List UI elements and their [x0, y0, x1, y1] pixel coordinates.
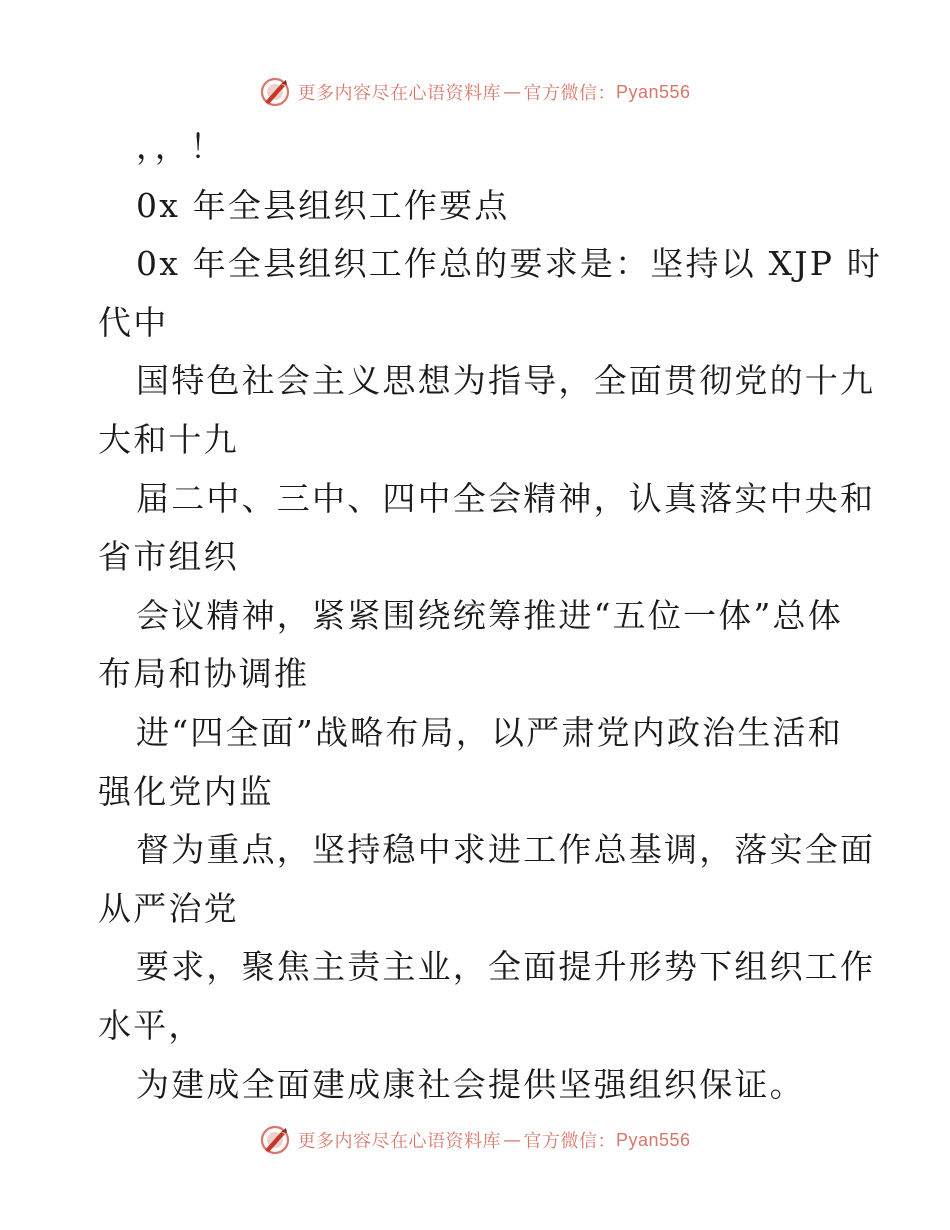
watermark-wechat-label: 官方微信：: [523, 1131, 616, 1152]
watermark-wechat-label: 官方微信：: [523, 83, 616, 104]
watermark-separator: —: [502, 81, 522, 103]
text-line: 会议精神，紧紧围绕统筹推进“五位一体”总体: [136, 595, 843, 635]
text-line: 为建成全面建成康社会提供坚强组织保证。: [136, 1064, 805, 1104]
text-line: 省市组织: [98, 537, 239, 577]
text-line: 0x 年全县组织工作要点: [136, 185, 510, 225]
pen-logo-icon: [259, 1124, 291, 1156]
footer-watermark: [0, 1118, 950, 1162]
text-line: 督为重点，坚持稳中求进工作总基调，落实全面: [136, 830, 876, 870]
watermark-wechat-id: Pyan556: [615, 1129, 691, 1150]
text-line: 届二中、三中、四中全会精神，认真落实中央和: [136, 478, 876, 518]
watermark-text: 更多内容尽在心语资料库: [297, 83, 501, 104]
watermark-separator: —: [502, 1129, 522, 1151]
text-line: 大和十九: [98, 419, 239, 459]
watermark-wechat-id: Pyan556: [615, 81, 691, 102]
header-watermark: [0, 70, 950, 114]
text-line: 从严治党: [98, 888, 239, 928]
text-line: 布局和协调推: [98, 654, 310, 694]
document-body: [98, 118, 883, 1114]
text-line: 国特色社会主义思想为指导，全面贯彻党的十九: [136, 361, 876, 401]
text-line: 代中: [98, 302, 169, 342]
text-line: ，，！: [136, 127, 226, 166]
watermark-text: 更多内容尽在心语资料库: [297, 1131, 501, 1152]
text-line: 0x 年全县组织工作总的要求是：坚持以 XJP 时: [136, 244, 883, 284]
text-line: 要求，聚焦主责主业，全面提升形势下组织工作: [136, 947, 876, 987]
text-line: 水平，: [98, 1005, 204, 1045]
text-line: 进“四全面”战略布局，以严肃党内政治生活和: [136, 712, 843, 752]
text-line: 强化党内监: [98, 771, 274, 811]
pen-logo-icon: [259, 76, 291, 108]
